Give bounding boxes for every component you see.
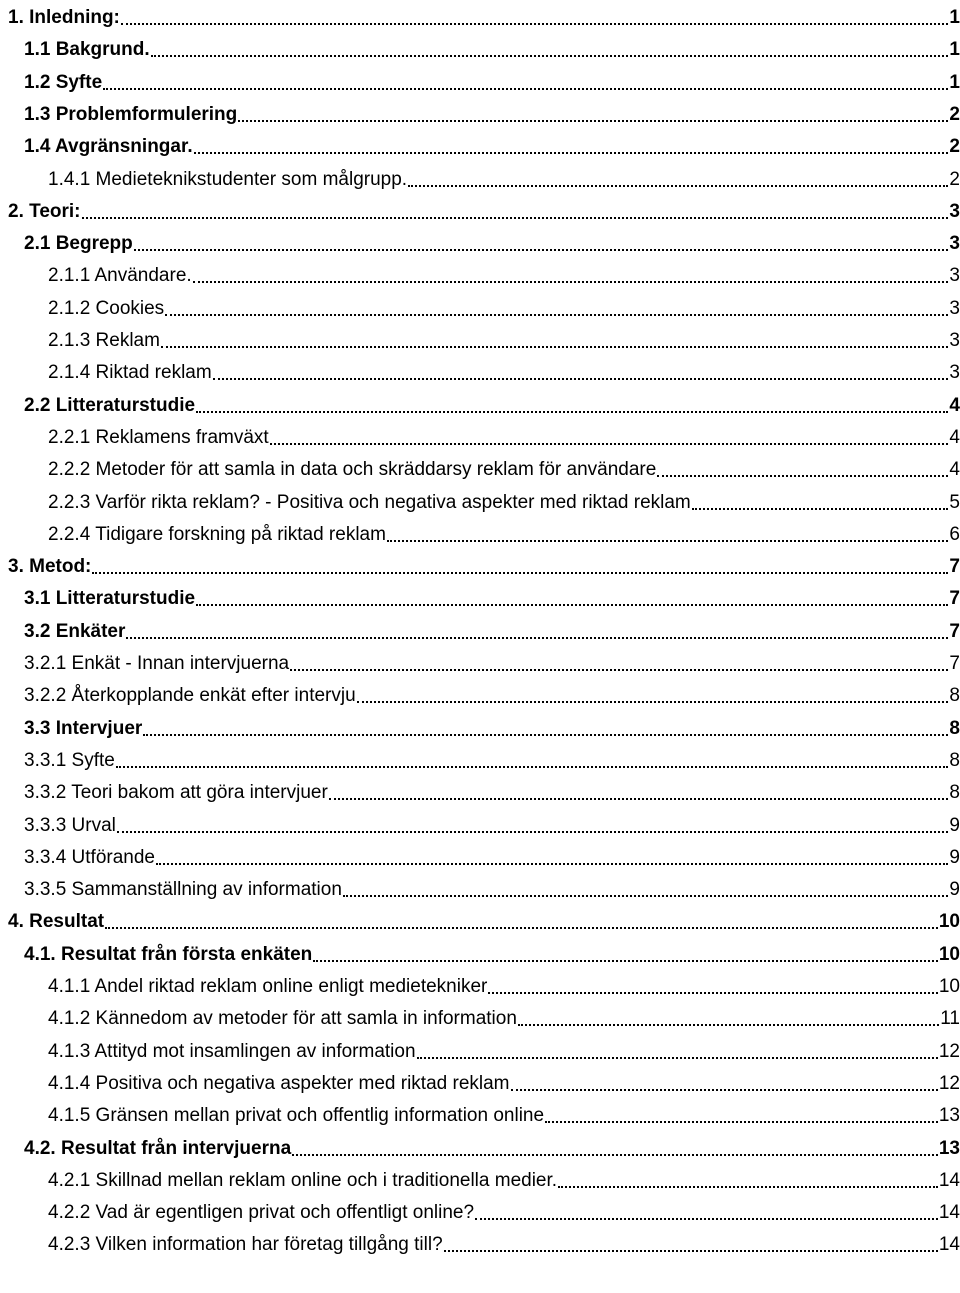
toc-entry[interactable]: [48, 1195, 960, 1225]
toc-entry[interactable]: [48, 355, 960, 385]
toc-dot-leader: [121, 23, 949, 25]
toc-entry[interactable]: [24, 581, 960, 611]
toc-entry-title: 2.1.4 Riktad reklam: [48, 362, 212, 384]
toc-dot-leader: [151, 55, 949, 57]
toc-dot-leader: [156, 863, 948, 865]
toc-entry[interactable]: [24, 129, 960, 159]
toc-entry-page-number: 8: [949, 782, 960, 804]
toc-dot-leader: [165, 314, 948, 316]
toc-entry-page-number: 3: [949, 362, 960, 384]
toc-entry-page-number: 3: [949, 200, 960, 222]
toc-entry[interactable]: [48, 162, 960, 192]
toc-dot-leader: [196, 411, 948, 413]
toc-entry-title: 2.1 Begrepp: [24, 233, 133, 255]
toc-entry[interactable]: [24, 1131, 960, 1161]
toc-entry-title: 1.4 Avgränsningar.: [24, 136, 193, 158]
toc-entry[interactable]: [24, 840, 960, 870]
toc-dot-leader: [194, 152, 949, 154]
toc-entry-page-number: 2: [949, 136, 960, 158]
toc-entry[interactable]: [24, 872, 960, 902]
toc-entry-title: 3.3.3 Urval: [24, 814, 116, 836]
toc-entry-page-number: 13: [938, 1105, 960, 1127]
toc-dot-leader: [196, 604, 948, 606]
toc-dot-leader: [103, 88, 948, 90]
toc-entry-title: 3.3.4 Utförande: [24, 846, 155, 868]
toc-dot-leader: [343, 895, 949, 897]
toc-dot-leader: [313, 960, 938, 962]
toc-entry[interactable]: [24, 711, 960, 741]
toc-entry[interactable]: [8, 549, 960, 579]
toc-dot-leader: [270, 443, 949, 445]
toc-entry-title: 1.2 Syfte: [24, 71, 103, 93]
toc-entry-title: 3.3.1 Syfte: [24, 749, 115, 771]
toc-dot-leader: [692, 508, 949, 510]
toc-dot-leader: [161, 346, 948, 348]
toc-entry-page-number: 7: [949, 556, 960, 578]
toc-entry[interactable]: [48, 1001, 960, 1031]
toc-dot-leader: [92, 572, 948, 574]
toc-entry[interactable]: [24, 226, 960, 256]
toc-dot-leader: [417, 1057, 938, 1059]
toc-entry[interactable]: [48, 969, 960, 999]
toc-entry-title: 2.1.3 Reklam: [48, 330, 160, 351]
toc-dot-leader: [292, 1154, 938, 1156]
toc-entry-title: 4.2.3 Vilken information har företag tillgång till?: [48, 1234, 443, 1256]
toc-entry-page-number: 14: [938, 1234, 960, 1256]
toc-entry[interactable]: [48, 485, 960, 515]
toc-entry-page-number: 12: [938, 1072, 960, 1094]
toc-entry[interactable]: [24, 743, 960, 773]
toc-entry-page-number: 5: [949, 491, 960, 513]
toc-entry-page-number: 9: [949, 846, 960, 868]
toc-entry[interactable]: [48, 323, 960, 353]
toc-entry-page-number: 7: [949, 653, 960, 674]
toc-entry-page-number: 7: [949, 588, 960, 610]
toc-entry-page-number: 1: [949, 39, 960, 61]
toc-entry-page-number: 8: [949, 749, 960, 771]
toc-dot-leader: [408, 185, 948, 187]
toc-dot-leader: [82, 217, 949, 219]
toc-dot-leader: [238, 120, 948, 122]
toc-dot-leader: [444, 1250, 938, 1252]
toc-dot-leader: [518, 1024, 939, 1026]
toc-entry-title: 3.3.2 Teori bakom att göra intervjuer: [24, 782, 328, 804]
toc-dot-leader: [329, 798, 949, 800]
toc-entry-page-number: 4: [949, 394, 960, 416]
toc-entry-title: 3.2.2 Återkopplande enkät efter intervju: [24, 685, 356, 707]
toc-dot-leader: [511, 1089, 938, 1091]
toc-entry-title: 4.1.5 Gränsen mellan privat och offentlig information online: [48, 1105, 545, 1127]
toc-entry-title: 1.1 Bakgrund.: [24, 39, 150, 61]
toc-entry-title: 2.1.1 Användare.: [48, 265, 192, 287]
toc-entry-page-number: 4: [949, 459, 960, 481]
toc-entry-page-number: 1: [949, 71, 960, 93]
toc-entry-page-number: 3: [949, 330, 960, 351]
toc-entry-title: 3.1 Litteraturstudie: [24, 588, 196, 610]
toc-entry-page-number: 13: [938, 1137, 960, 1159]
toc-entry-title: 2.2.4 Tidigare forskning på riktad reklam: [48, 523, 386, 545]
toc-entry[interactable]: [48, 517, 960, 547]
toc-entry[interactable]: [24, 97, 960, 127]
toc-entry-title: 4.2.1 Skillnad mellan reklam online och i traditionella medier.: [48, 1169, 558, 1191]
toc-entry-page-number: 14: [938, 1169, 960, 1191]
toc-entry[interactable]: [48, 1034, 960, 1064]
toc-dot-leader: [126, 637, 948, 639]
toc-entry-page-number: 7: [949, 620, 960, 642]
toc-entry[interactable]: [24, 388, 960, 418]
toc-entry-title: 3.3 Intervjuer: [24, 717, 143, 739]
toc-entry[interactable]: [48, 1098, 960, 1128]
toc-entry[interactable]: [8, 0, 960, 30]
toc-entry-page-number: 3: [949, 265, 960, 287]
toc-entry[interactable]: [48, 452, 960, 482]
toc-entry[interactable]: [24, 646, 960, 676]
toc-entry-title: 2.2.1 Reklamens framväxt: [48, 426, 269, 448]
toc-entry-title: 1.3 Problemformulering: [24, 103, 238, 125]
toc-entry-page-number: 12: [938, 1040, 960, 1062]
toc-entry-title: 4.1.2 Kännedom av metoder för att samla in information: [48, 1008, 517, 1030]
toc-entry[interactable]: [24, 937, 960, 967]
toc-dot-leader: [213, 378, 949, 380]
toc-dot-leader: [387, 540, 948, 542]
toc-entry-title: 4.2.2 Vad är egentligen privat och offentligt online?: [48, 1202, 475, 1224]
toc-entry-page-number: 1: [949, 7, 960, 28]
toc-entry-title: 4.1.3 Attityd mot insamlingen av information: [48, 1040, 416, 1062]
toc-entry-title: 2.2.2 Metoder för att samla in data och skräddarsy reklam för användare: [48, 459, 657, 481]
toc-entry[interactable]: [24, 65, 960, 95]
toc-entry[interactable]: [24, 775, 960, 805]
toc-entry-page-number: 9: [949, 879, 960, 901]
toc-entry-page-number: 6: [949, 523, 960, 545]
toc-dot-leader: [357, 701, 949, 703]
toc-entry-page-number: 8: [949, 717, 960, 739]
toc-dot-leader: [143, 734, 948, 736]
toc-entry[interactable]: [48, 1066, 960, 1096]
toc-entry-title: 4.1.1 Andel riktad reklam online enligt medietekniker: [48, 976, 488, 997]
toc-dot-leader: [105, 927, 938, 929]
toc-entry[interactable]: [48, 420, 960, 450]
toc-dot-leader: [290, 669, 948, 671]
toc-entry[interactable]: [24, 614, 960, 644]
toc-entry-page-number: 2: [949, 103, 960, 125]
toc-entry[interactable]: [48, 291, 960, 321]
toc-entry-page-number: 8: [949, 685, 960, 707]
toc-dot-leader: [475, 1218, 938, 1220]
toc-entry-page-number: 11: [940, 1008, 960, 1030]
toc-entry-title: 4.1.4 Positiva och negativa aspekter med riktad reklam: [48, 1072, 510, 1094]
toc-entry-page-number: 4: [949, 426, 960, 448]
toc-entry-page-number: 9: [949, 814, 960, 836]
toc-entry[interactable]: [8, 194, 960, 224]
toc-entry[interactable]: [48, 1227, 960, 1257]
toc-entry-title: 3.2 Enkäter: [24, 620, 126, 642]
toc-entry-page-number: 2: [949, 168, 960, 190]
toc-entry[interactable]: [24, 678, 960, 708]
toc-entry[interactable]: [48, 258, 960, 288]
toc-dot-leader: [545, 1121, 938, 1123]
toc-entry-title: 1.4.1 Medieteknikstudenter som målgrupp.: [48, 168, 408, 190]
toc-entry-title: 3.3.5 Sammanställning av information: [24, 879, 342, 901]
toc-entry-page-number: 3: [949, 233, 960, 255]
toc-dot-leader: [488, 992, 938, 994]
toc-entry-page-number: 14: [938, 1202, 960, 1224]
toc-entry-page-number: 10: [938, 976, 960, 997]
toc-dot-leader: [134, 249, 949, 251]
toc-entry[interactable]: [24, 808, 960, 838]
toc-entry-title: 1. Inledning:: [8, 7, 120, 28]
toc-dot-leader: [193, 281, 949, 283]
toc-entry-title: 2.2.3 Varför rikta reklam? - Positiva och negativa aspekter med riktad reklam: [48, 491, 691, 513]
toc-entry-title: 2. Teori:: [8, 200, 81, 222]
toc-dot-leader: [558, 1186, 938, 1188]
toc-entry-page-number: 3: [949, 297, 960, 319]
toc-dot-leader: [116, 766, 949, 768]
toc-entry-page-number: 10: [938, 911, 960, 933]
toc-entry-title: 2.2 Litteraturstudie: [24, 394, 196, 416]
toc-entry-title: 3. Metod:: [8, 556, 92, 578]
toc-entry-page-number: 10: [938, 943, 960, 965]
toc-entry-title: 4. Resultat: [8, 911, 105, 933]
toc-dot-leader: [117, 831, 949, 833]
toc-entry-title: 2.1.2 Cookies: [48, 297, 165, 319]
toc-entry[interactable]: [48, 1163, 960, 1193]
toc-entry[interactable]: [24, 32, 960, 62]
toc-entry[interactable]: [8, 904, 960, 934]
toc-entry-title: 3.2.1 Enkät - Innan intervjuerna: [24, 653, 290, 674]
toc-dot-leader: [657, 475, 948, 477]
toc-entry-title: 4.1. Resultat från första enkäten: [24, 943, 313, 965]
toc-entry-title: 4.2. Resultat från intervjuerna: [24, 1137, 292, 1159]
